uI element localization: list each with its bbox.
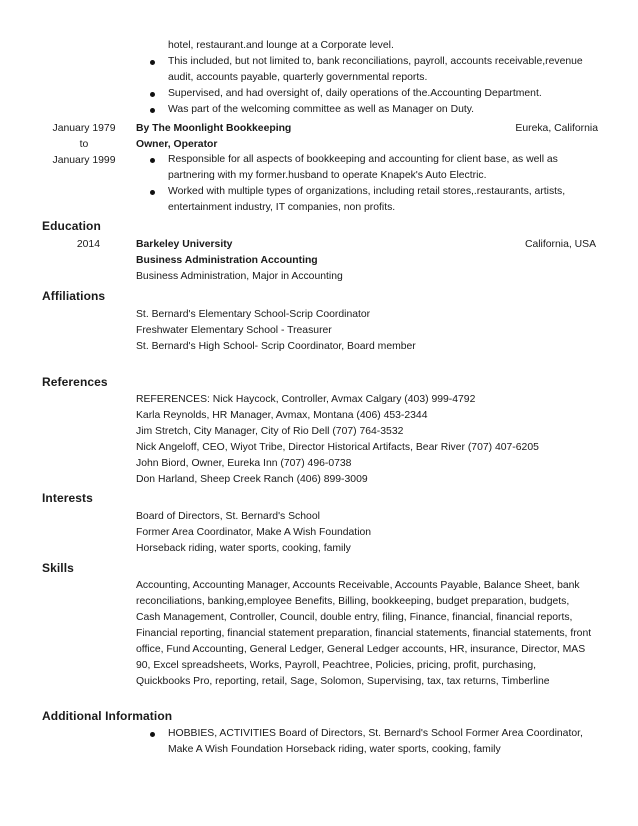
job-location: Eureka, California xyxy=(515,123,598,134)
reference-item: Nick Angeloff, CEO, Wiyot Tribe, Director Historical Artifacts, Bear River (707) 407-6205 xyxy=(136,442,539,453)
affiliations-list xyxy=(136,307,416,355)
job-date-end: January 1999 xyxy=(52,155,116,166)
prior-job-bullet-continuation: hotel, restaurant.and lounge at a Corporate level. xyxy=(168,40,394,51)
job-title: Owner, Operator xyxy=(136,139,218,150)
job-date-to: to xyxy=(79,139,89,150)
job-bullet: Worked with multiple types of organizations, including retail stores,.restaurants, artists, entertainment industry, IT companies, non profits. xyxy=(136,184,586,216)
job-employer: By The Moonlight Bookkeeping xyxy=(136,123,292,134)
reference-item: Karla Reynolds, HR Manager, Avmax, Montana (406) 453-2344 xyxy=(136,410,428,421)
reference-item: John Biord, Owner, Eureka Inn (707) 496-0738 xyxy=(136,458,352,469)
job-bullets xyxy=(136,152,586,216)
interest-item: Board of Directors, St. Bernard's School xyxy=(136,511,320,522)
affiliation-item: St. Bernard's Elementary School-Scrip Coordinator xyxy=(136,309,371,320)
job-date-start: January 1979 xyxy=(52,123,116,134)
education-school: Barkeley University xyxy=(136,239,233,250)
affiliations-heading: Affiliations xyxy=(42,289,106,303)
education-degree: Business Administration Accounting xyxy=(136,255,318,266)
interest-item: Former Area Coordinator, Make A Wish Foundation xyxy=(136,527,372,538)
prior-job-bullet: This included, but not limited to, bank reconciliations, payroll, accounts receivable,revenue audit, accounts payable, quarterly governmental reports. xyxy=(136,54,586,86)
prior-job-bullet: Supervised, and had oversight of, daily operations of the.Accounting Department. xyxy=(136,86,586,102)
education-location: California, USA xyxy=(524,239,596,250)
reference-item: REFERENCES: Nick Haycock, Controller, Avmax Calgary (403) 999-4792 xyxy=(136,394,476,405)
skills-text: Accounting, Accounting Manager, Accounts Receivable, Accounts Payable, Balance Sheet, bank reconciliations, banking,employee Benefits, Billing, bookkeeping, budget preparation, budgets, Cash Management, Controller, Council, double entry, filing, Finance, financial, financial reports, Financial reporting, financial statement preparation, financial statements, financial statements, front office, Fund Accounting, General Ledger, General Ledger accounts, HR, insurance, Director, MAS 90, Excel spreadsheets, Works, Payroll, Peachtree, Policies, pricing, profit, purchasing, Quickbooks Pro, reporting, retail, Sage, Solomon, Supervising, tax, tax returns, Timberline xyxy=(136,580,592,687)
reference-item: Jim Stretch, City Manager, City of Rio Dell (707) 764-3532 xyxy=(136,426,404,437)
affiliation-item: Freshwater Elementary School - Treasurer xyxy=(136,325,332,336)
education-year: 2014 xyxy=(76,239,100,250)
prior-job-bullets xyxy=(136,38,586,118)
interest-item: Horseback riding, water sports, cooking, family xyxy=(136,543,351,554)
job-bullet: Responsible for all aspects of bookkeeping and accounting for client base, as well as partnering with my former.husband to operate Knapek's Auto Electric. xyxy=(136,152,586,184)
references-heading: References xyxy=(42,375,108,389)
job-dates xyxy=(40,121,128,169)
interests-heading: Interests xyxy=(42,491,93,505)
additional-bullets xyxy=(136,726,586,758)
education-detail: Business Administration, Major in Accounting xyxy=(136,271,343,282)
interests-list xyxy=(136,509,371,557)
affiliation-item: St. Bernard's High School- Scrip Coordinator, Board member xyxy=(136,341,416,352)
additional-heading: Additional Information xyxy=(42,709,173,723)
skills-heading: Skills xyxy=(42,561,74,575)
reference-item: Don Harland, Sheep Creek Ranch (406) 899-3009 xyxy=(136,474,368,485)
prior-job-bullet: Was part of the welcoming committee as well as Manager on Duty. xyxy=(136,102,586,118)
references-list xyxy=(136,392,539,488)
education-heading: Education xyxy=(42,219,101,233)
additional-bullet: HOBBIES, ACTIVITIES Board of Directors, St. Bernard's School Former Area Coordinator, Make A Wish Foundation Horseback riding, water sports, cooking, family xyxy=(136,726,586,758)
